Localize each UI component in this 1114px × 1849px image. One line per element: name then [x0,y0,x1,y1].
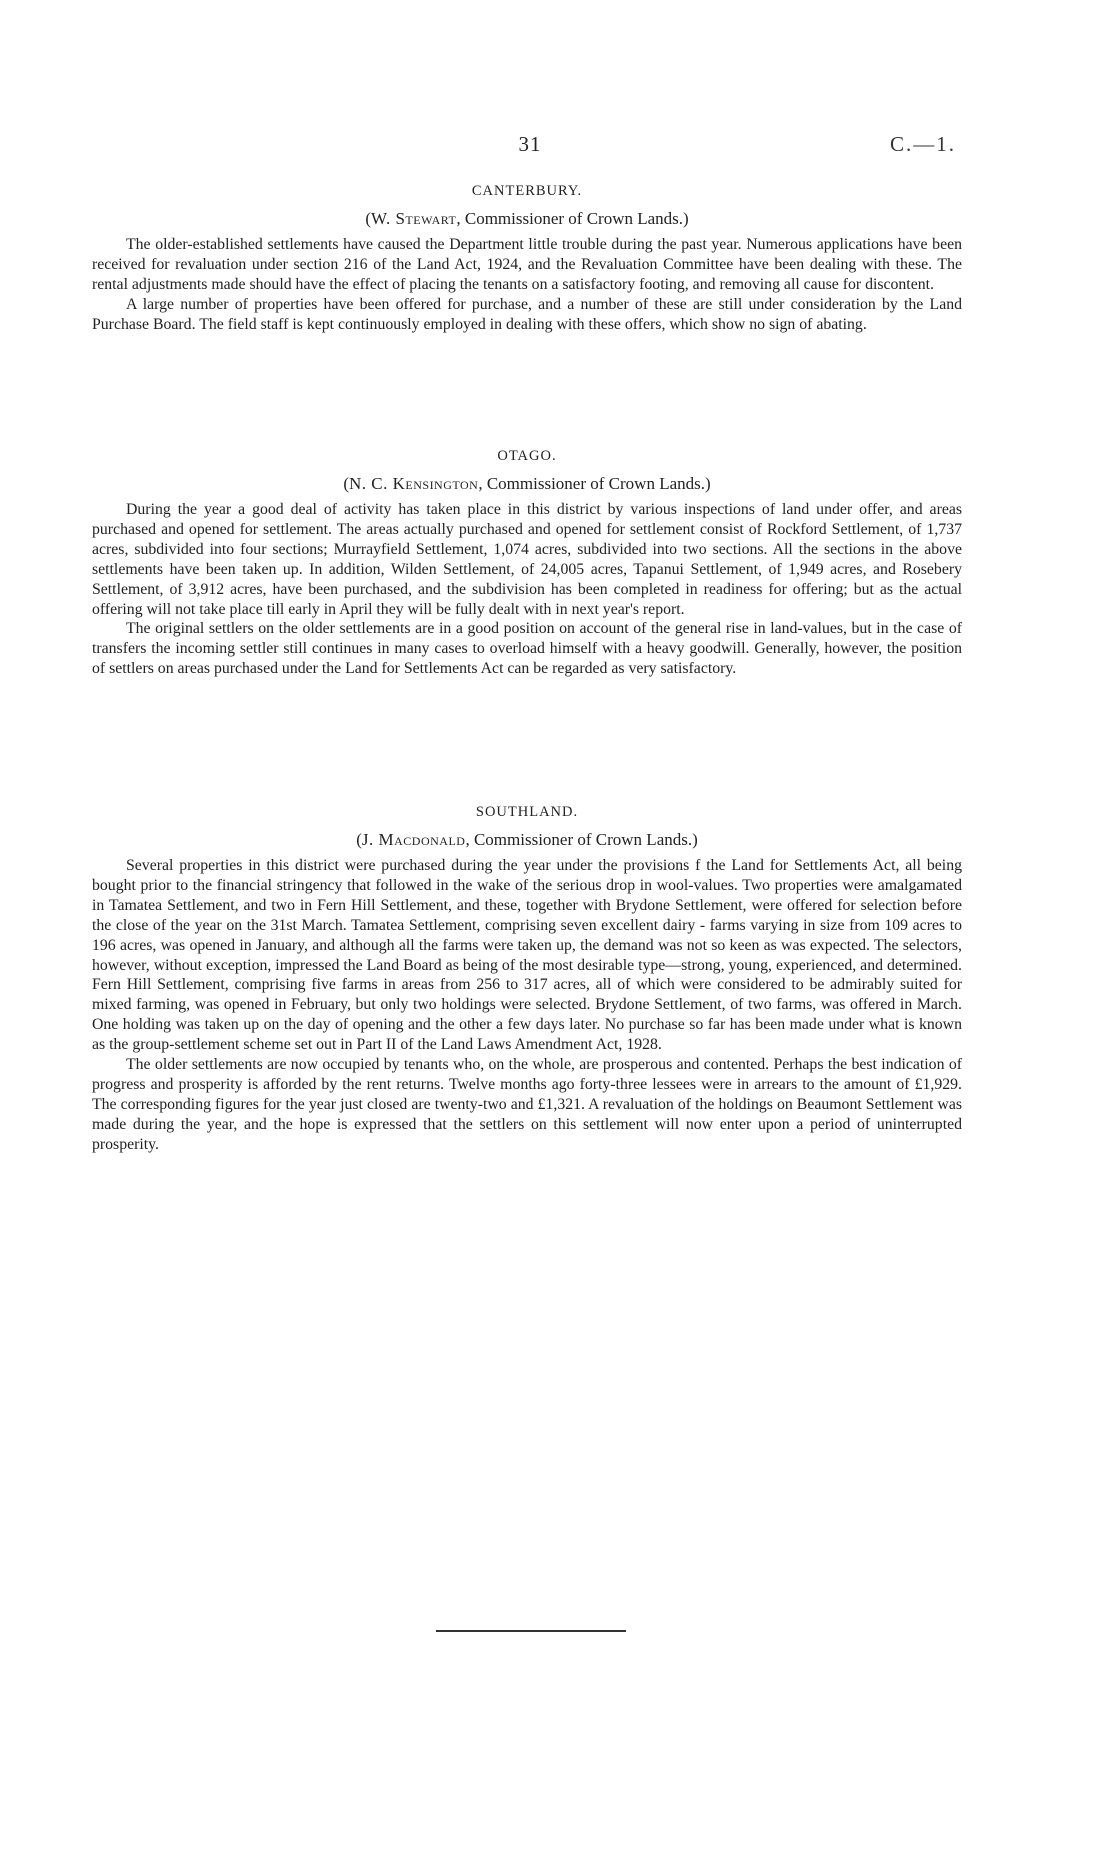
section-heading: CANTERBURY. [471,183,583,199]
commissioner-name: J. Macdonald [361,830,466,849]
commissioner-line: (W. Stewart, Commissioner of Crown Lands.) [365,209,689,228]
commissioner-line: (N. C. Kensington, Commissioner of Crown Lands.) [343,474,711,493]
commissioner-line: (J. Macdonald, Commissioner of Crown Lands.) [356,830,698,849]
commissioner-name: N. C. Kensington [349,474,479,493]
commissioner-title: , Commissioner of Crown Lands.) [465,830,698,849]
commissioner-title: , Commissioner of Crown Lands.) [478,474,711,493]
paragraph: The older-established settlements have caused the Department little trouble during the past year. Numerous applications have been received for revaluation under section 216 of the Land Act, 1924, and the Revaluation Committee have been dealing with these. The rental adjustments made should have the effect of placing the tenants on a satisfactory footing, and removing all cause for discontent. [92,236,962,293]
paragraph: The older settlements are now occupied by tenants who, on the whole, are prosperous and contented. Perhaps the best indication of progress and prosperity is afforded by the rent returns. Twelve months ago forty-three lessees were in arrears to the amount of £1,929. The corresponding figures for the year just closed are twenty-two and £1,321. A revaluation of the holdings on Beaumont Settlement was made during the year, and the hope is expressed that the settlers on this settlement will now enter upon a period of uninterrupted prosperity. [92,1056,962,1153]
paragraph: A large number of properties have been offered for purchase, and a number of these are still under consideration by the Land Purchase Board. The field staff is kept continuously employed in dealing with these offers, which show no sign of abating. [92,295,962,333]
commissioner-title: , Commissioner of Crown Lands.) [456,209,689,228]
section-heading: SOUTHLAND. [475,804,579,820]
section-southland [92,804,962,1155]
paragraph: During the year a good deal of activity has taken place in this district by various inspections of land under offer, and areas purchased and opened for settlement. The areas actually purchased and opened for settlement consist of Rockford Settlement, of 1,737 acres, subdivided into four sections; Murrayfield Settlement, 1,074 acres, subdivided into two sections. All the sections in the above settlements have been taken up. In addition, Wilden Settlement, of 24,005 acres, Tapanui Settlement, of 1,949 acres, and Rosebery Settlement, of 3,912 acres, have been purchased, and the subdivision has been completed in readiness for offering; but as the actual offering will not take place till early in April they will be fully dealt with in next year's report. [92,501,962,618]
section-otago [92,448,962,679]
page-number: 31 [518,132,542,156]
section-canterbury [92,183,962,335]
commissioner-name: W. Stewart [370,209,457,228]
report-code: C.—1. [890,132,957,156]
paragraph: Several properties in this district were purchased during the year under the provisions f the Land for Settlements Act, all being bought prior to the financial stringency that followed in the wake of the serious drop in wool-values. Two properties were amalgamated in Tamatea Settlement, and two in Fern Hill Settlement, and these, together with Brydone Settlement, were offered for selection before the close of the year on the 31st March. Tamatea Settlement, comprising seven excellent dairy - farms varying in size from 109 acres to 196 acres, was opened in January, and although all the farms were taken up, the demand was not so keen as was expected. The selectors, however, without exception, impressed the Land Board as being of the most desirable type—strong, young, experienced, and determined. Fern Hill Settlement, comprising five farms in areas from 256 to 317 acres, all of which were considered to be admirably suited for mixed farming, was opened in February, but only two holdings were selected. Brydone Settlement, of two farms, was offered in March. One holding was taken up on the day of opening and the other a few days later. No purchase so far has been made under what is known as the group-settlement scheme set out in Part II of the Land Laws Amendment Act, 1928. [92,857,962,1054]
end-rule [436,1630,626,1632]
paragraph: The original settlers on the older settlements are in a good position on account of the general rise in land-values, but in the case of transfers the incoming settler still continues in many cases to overload himself with a heavy goodwill. Generally, however, the position of settlers on areas purchased under the Land for Settlements Act can be regarded as very satisfactory. [92,620,962,678]
section-heading: OTAGO. [497,448,557,464]
